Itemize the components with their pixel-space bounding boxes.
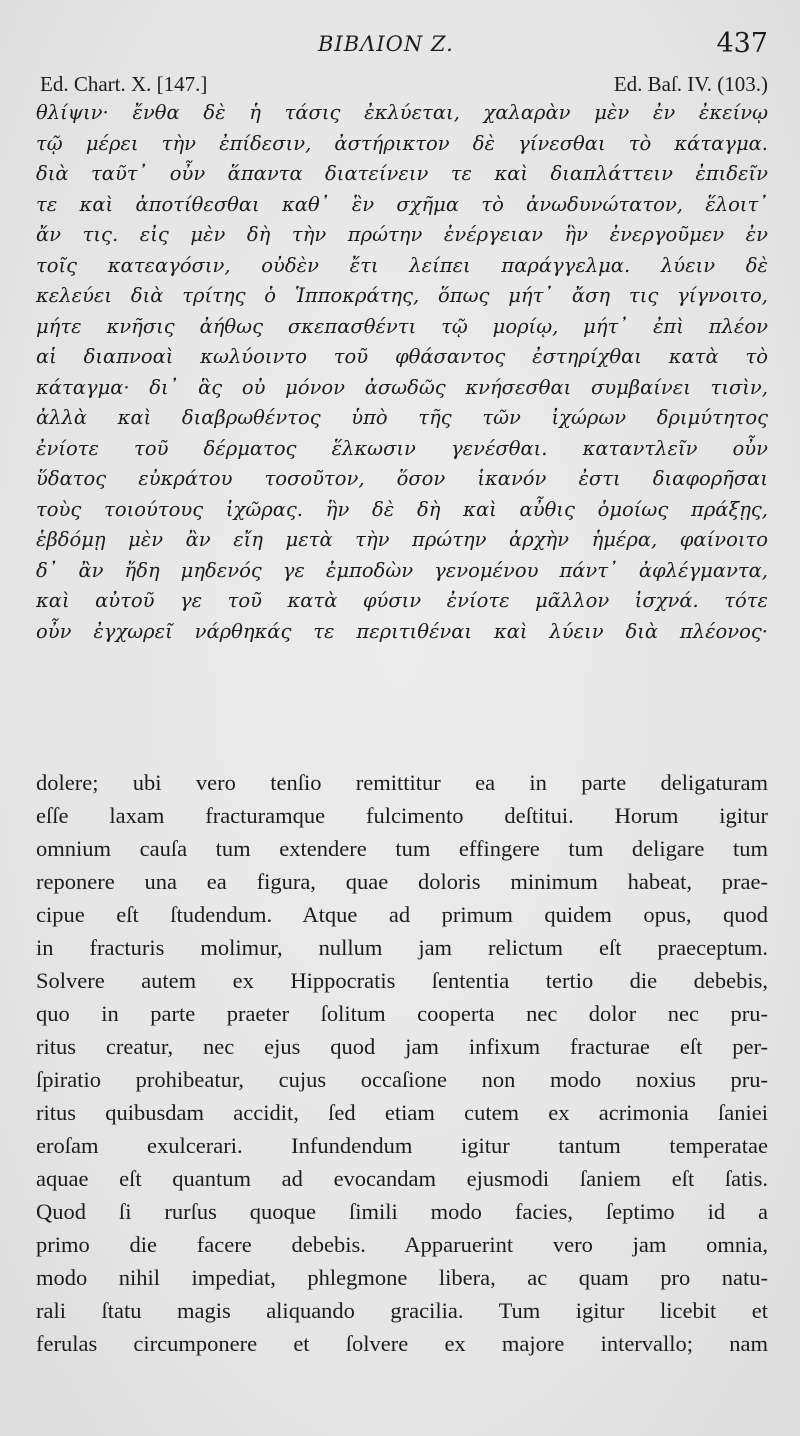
latin-text-line: eſſe laxam fracturamque fulcimento deſtitui. Horum igitur (36, 803, 768, 828)
latin-text-line: ferulas circumponere et ſolvere ex majore intervallo; nam (36, 1331, 768, 1356)
edition-chart-reference: Ed. Chart. X. [147.] (40, 72, 208, 96)
greek-text-block (36, 98, 768, 647)
greek-text-line: τῷ μέρει τὴν ἐπίδεσιν, ἀστήρικτον δὲ γίνεσθαι τὸ κάταγμα. (36, 131, 768, 155)
page-number: 437 (716, 28, 768, 59)
latin-text-block (36, 766, 768, 1360)
greek-text-line: καὶ αὐτοῦ γε τοῦ κατὰ φύσιν ἐνίοτε μᾶλλον ἰσχνά. τότε (36, 589, 768, 612)
latin-text-line: ritus creatur, nec ejus quod jam infixum fracturae eſt per- (36, 1034, 768, 1059)
greek-text-line: οὖν ἐγχωρεῖ νάρθηκάς τε περιτιθέναι καὶ λύειν διὰ πλέονος· (36, 619, 768, 643)
greek-text-line: ὕδατος εὐκράτου τοσοῦτον, ὅσον ἱκανόν ἐστι διαφορῆσαι (36, 467, 768, 490)
greek-text-line: ἄν τις. εἰς μὲν δὴ τὴν πρώτην ἐνέργειαν ἣν ἐνεργοῦμεν ἐν (36, 223, 768, 246)
latin-text-line: eroſam exulcerari. Infundendum igitur tantum temperatae (36, 1133, 768, 1158)
latin-text-line: dolere; ubi vero tenſio remittitur ea in parte deligaturam (36, 770, 768, 795)
greek-text-line: ἑβδόμῃ μὲν ἂν εἴη μετὰ τὴν πρώτην ἀρχὴν ἡμέρα, φαίνοιτο (36, 528, 768, 551)
edition-references (40, 72, 768, 100)
greek-text-line: κάταγμα· δι᾽ ἃς οὐ μόνον ἀσωδῶς κνήσεσθαι συμβαίνει τισὶν, (36, 375, 768, 399)
greek-text-line: τοῖς κατεαγόσιν, οὐδὲν ἔτι λείπει παράγγελμα. λύειν δὲ (36, 253, 768, 277)
latin-text-line: omnium cauſa tum extendere tum effingere tum deligare tum (36, 836, 768, 861)
greek-text-line: τε καὶ ἀποτίθεσθαι καθ᾽ ἓν σχῆμα τὸ ἀνωδυνώτατον, ἕλοιτ᾽ (36, 192, 768, 216)
latin-text-line: ritus quibusdam accidit, ſed etiam cutem ex acrimonia ſaniei (36, 1100, 768, 1125)
page-header (0, 28, 800, 62)
latin-text-line: cipue eſt ſtudendum. Atque ad primum quidem opus, quod (36, 902, 768, 927)
edition-basel-reference: Ed. Baſ. IV. (103.) (613, 72, 768, 96)
greek-text-line: μήτε κνῆσις ἀήθως σκεπασθέντι τῷ μορίῳ, μήτ᾽ ἐπὶ πλέον (36, 314, 768, 338)
greek-text-line: αἱ διαπνοαὶ κωλύοιντο τοῦ φθάσαντος ἐστηρίχθαι κατὰ τὸ (36, 345, 768, 368)
latin-text-line: in fracturis molimur, nullum jam relictum eſt praeceptum. (36, 935, 768, 960)
greek-text-line: ἐνίοτε τοῦ δέρματος ἕλκωσιν γενέσθαι. καταντλεῖν οὖν (36, 436, 768, 460)
greek-text-line: κελεύει διὰ τρίτης ὁ Ἱπποκράτης, ὅπως μήτ᾽ ἄση τις γίγνοιτο, (36, 284, 768, 307)
latin-text-line: Solvere autem ex Hippocratis ſententia tertio die debebis, (36, 968, 768, 993)
greek-text-line: θλίψιν· ἔνθα δὲ ἡ τάσις ἐκλύεται, χαλαρὰν μὲν ἐν ἐκείνῳ (36, 101, 768, 124)
latin-text-line: reponere una ea figura, quae doloris minimum habeat, prae- (36, 869, 768, 894)
latin-text-line: aquae eſt quantum ad evocandam ejusmodi ſaniem eſt ſatis. (36, 1166, 768, 1191)
greek-text-line: διὰ ταῦτ᾽ οὖν ἅπαντα διατείνειν τε καὶ διαπλάττειν ἐπιδεῖν (36, 162, 768, 185)
greek-text-line: δ᾽ ἂν ἤδη μηδενός γε ἐμποδὼν γενομένου πάντ᾽ ἀφλέγμαντα, (36, 558, 768, 582)
latin-text-line: rali ſtatu magis aliquando gracilia. Tum igitur licebit et (36, 1298, 768, 1323)
greek-text-line: τοὺς τοιούτους ἰχῶρας. ἣν δὲ δὴ καὶ αὖθις ὁμοίως πράξῃς, (36, 497, 768, 521)
latin-text-line: Quod ſi rurſus quoque ſimili modo facies, ſeptimo id a (36, 1199, 768, 1224)
latin-text-line: quo in parte praeter ſolitum cooperta nec dolor nec pru- (36, 1001, 768, 1026)
latin-text-line: primo die facere debebis. Apparuerint vero jam omnia, (36, 1232, 768, 1257)
running-title: BIBΛΙΟΝ Z. (318, 32, 454, 56)
latin-text-line: ſpiratio prohibeatur, cujus occaſione non modo noxius pru- (36, 1067, 768, 1092)
latin-text-line: modo nihil impediat, phlegmone libera, ac quam pro natu- (36, 1265, 768, 1290)
greek-text-line: ἀλλὰ καὶ διαβρωθέντος ὑπὸ τῆς τῶν ἰχώρων δριμύτητος (36, 406, 768, 429)
